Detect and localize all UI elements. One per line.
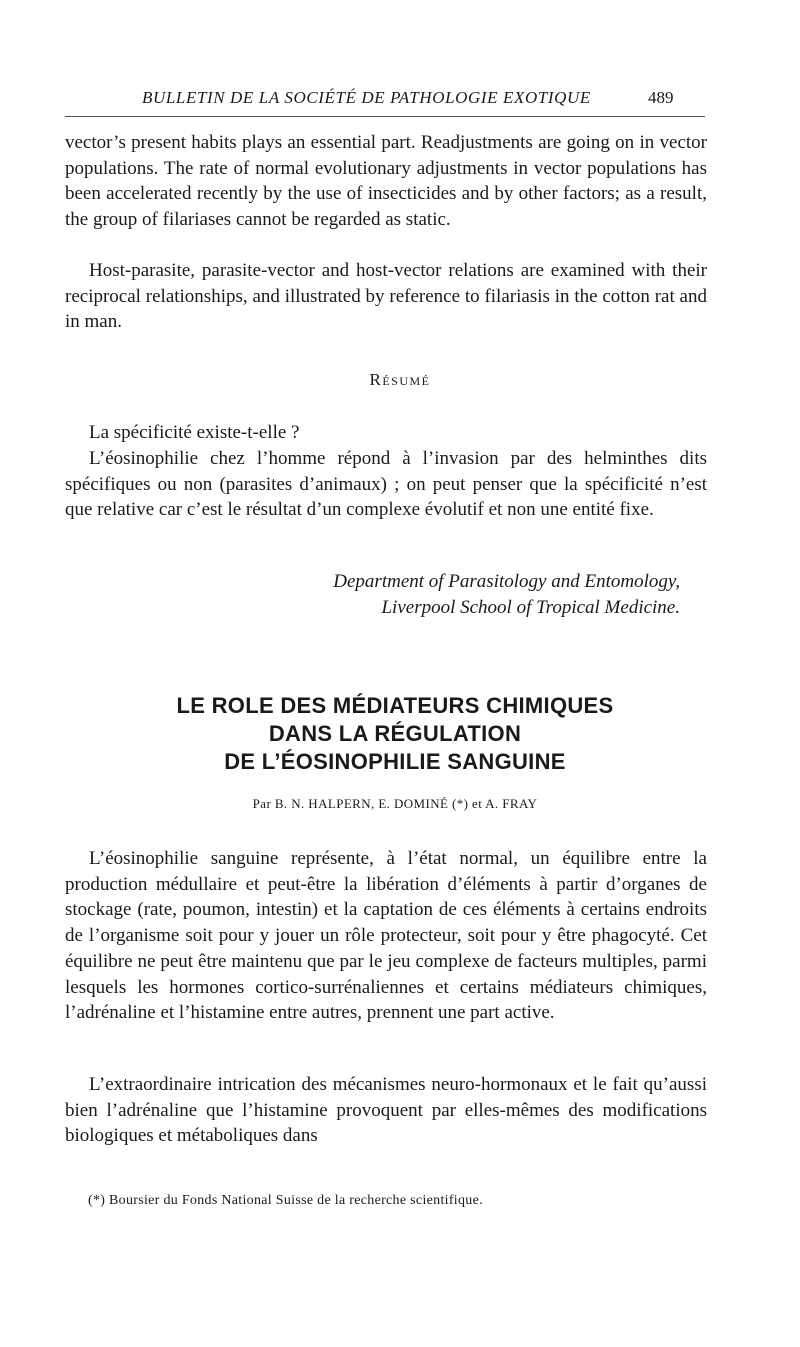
- article-title: [0, 692, 790, 776]
- summary-paragraph-2: Host-parasite, parasite-vector and host-vector relations are examined with their reciprocal relationships, and illustrated by reference to filariasis in the cotton rat and in man.: [65, 260, 707, 333]
- article-paragraph-1: L’éosinophilie sanguine représente, à l’état normal, un équilibre entre la production médullaire et peut-être la libération d’éléments à partir d’organes de stockage (rate, poumon, intestin) et la captation de ces éléments à certains endroits de l’organisme soit pour y jouer un rôle protecteur, soit pour y être phagocyté. Cet équilibre ne peut être maintenu que par le jeu complexe de facteurs multiples, parmi lesquels les hormones cortico-surrénaliennes et certains médiateurs chimiques, l’adrénaline et l’histamine entre autres, prennent une part active.: [65, 848, 707, 1024]
- affiliation-school: Liverpool School of Tropical Medicine.: [381, 597, 680, 618]
- article-paragraph-2: L’extraordinaire intrication des mécanismes neuro-hormonaux et le fait qu’aussi bien l’adrénaline que l’histamine provoquent par elles-mêmes des modifications biologiques et métaboliques dans: [65, 1074, 707, 1147]
- running-head: BULLETIN DE LA SOCIÉTÉ DE PATHOLOGIE EXOTIQUE: [142, 88, 591, 107]
- resume-paragraph-2: L’éosinophilie chez l’homme répond à l’invasion par des helminthes dits spécifiques ou non (parasites d’animaux) ; on peut penser que la spécificité n’est que relative car c’est le résultat d’un complexe évolutif et non une entité fixe.: [65, 448, 707, 521]
- resume-paragraph-1: La spécificité existe-t-elle ?: [89, 422, 300, 443]
- article-title-line-2: DANS LA RÉGULATION: [268, 721, 522, 746]
- article-authors: Par B. N. HALPERN, E. DOMINÉ (*) et A. FRAY: [252, 796, 538, 811]
- footnote: (*) Boursier du Fonds National Suisse de la recherche scientifique.: [88, 1193, 483, 1208]
- article-title-line-1: LE ROLE DES MÉDIATEURS CHIMIQUES: [176, 693, 614, 718]
- summary-paragraph-1: vector’s present habits plays an essential part. Readjustments are going on in vector populations. The rate of normal evolutionary adjustments in vector populations has been accelerated recently by the use of insecticides and by other factors; as a result, the group of filariases cannot be regarded as static.: [65, 132, 707, 231]
- resume-heading: Résumé: [369, 370, 431, 389]
- header-rule: [65, 116, 705, 117]
- page-number: 489: [648, 88, 674, 107]
- article-title-line-3: DE L’ÉOSINOPHILIE SANGUINE: [224, 749, 566, 774]
- affiliation-department: Department of Parasitology and Entomology,: [333, 571, 680, 592]
